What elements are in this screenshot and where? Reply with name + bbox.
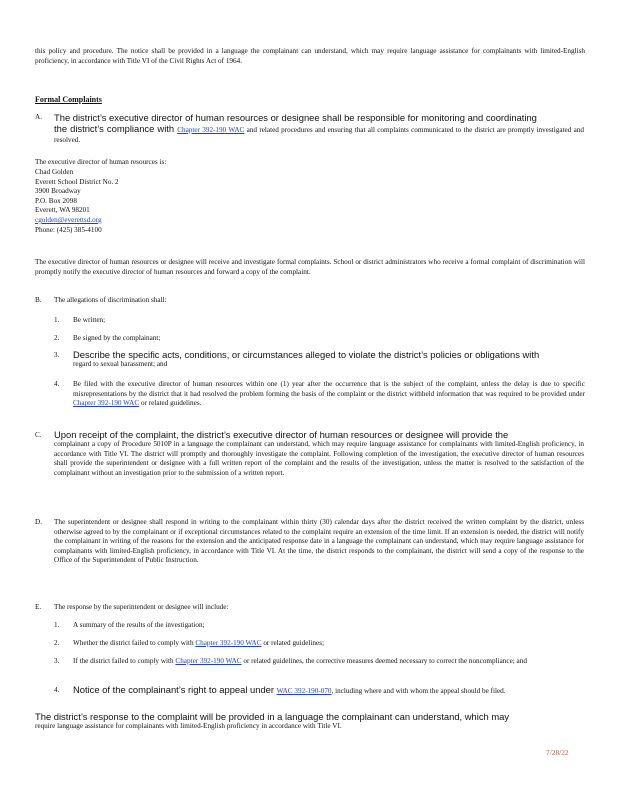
section-c-text-big: Upon receipt of the complaint, the district’s executive director of human resources or designee will provide the — [54, 429, 509, 440]
contact-intro: The executive director of human resources is: — [35, 158, 167, 166]
e-item-3-text — [73, 657, 585, 667]
section-e-intro: The response by the superintendent or designee will include: — [54, 603, 229, 611]
section-e-label: E. — [35, 603, 42, 611]
contact-pobox: P.O. Box 2098 — [35, 196, 77, 205]
footer-date: 7/28/22 — [546, 748, 569, 757]
b-item-1-text: Be written; — [73, 316, 106, 324]
e-item-3-wac-link[interactable]: Chapter 392-190 WAC — [175, 657, 242, 665]
e-item-4-text-big: Notice of the complainant’s right to appeal under — [73, 684, 277, 695]
section-a-paragraph: The executive director of human resources or designee will receive and investigate formal complaints. School or district administrators who receive a formal complaint of discrimination will promptly notify the executive director of human resources and forward a copy of the complaint. — [35, 258, 585, 276]
b-item-4-text-start: Be filed with the executive director of human resources within one (1) year after the occurrence that is the subject of the complaint, unless the delay is due to specific misrepresentations by the district that it had resolved the problem forming the basis of the complaint or the district withheld information that was required to be provided under — [73, 380, 585, 398]
e-item-2-num: 2. — [54, 639, 60, 647]
section-a-line2-end: and related procedures and ensuring that all complaints communicated to the district are promptly investigated and resolved. — [54, 126, 584, 144]
chapter-392-190-wac-link[interactable]: Chapter 392-190 WAC — [177, 126, 245, 134]
section-c-text: complainant a copy of Procedure 5010P in a language the complainant can understand, which may require language assistance for complainants with limited-English proficiency, in accordance with Title VI. The district will promptly and thoroughly investigate the complaint. Following completion of the investigation, the executive director of human resources shall provide the superintendent or designee with a full written report of the complaint and the results of the investigation, unless the matter is resolved to the satisfaction of the complainant without an investigation prior to the submission of a written report. — [54, 440, 584, 477]
e-item-2-text-end: or related guidelines; — [261, 639, 324, 647]
contact-name: Chad Golden — [35, 168, 74, 176]
b-item-2-num: 2. — [54, 334, 60, 342]
e-item-4-text — [73, 684, 585, 697]
contact-email-link[interactable]: cgolden@everettsd.org — [35, 215, 102, 224]
b-item-3-text-big: Describe the specific acts, conditions, or circumstances alleged to violate the district’s policies or obligations with — [73, 349, 540, 360]
section-heading: Formal Complaints — [35, 95, 102, 104]
b-item-4-text — [73, 380, 585, 409]
b-item-4-wac-link[interactable]: Chapter 392-190 WAC — [73, 399, 140, 408]
closing-text-big: The district’s response to the complaint will be provided in a language the complainant can understand, which may — [35, 711, 510, 722]
section-a-label: A. — [35, 113, 42, 121]
b-item-2-text: Be signed by the complainant; — [73, 334, 161, 342]
e-item-2-text-start: Whether the district failed to comply with — [73, 639, 196, 647]
b-item-3-text: regard to sexual harassment; and — [73, 360, 168, 368]
b-item-4-text-end: or related guidelines. — [139, 399, 202, 408]
contact-city: Everett, WA 98201 — [35, 206, 90, 215]
e-item-1-num: 1. — [54, 621, 60, 629]
section-a-line1: The district’s executive director of human resources or designee shall be responsible for monitoring and coordinating — [54, 112, 537, 123]
section-a-line2-start: the district’s compliance with — [54, 123, 178, 134]
b-item-1-num: 1. — [54, 316, 60, 324]
contact-phone: Phone: (425) 385-4100 — [35, 225, 102, 234]
contact-street: 3900 Broadway — [35, 187, 81, 196]
e-item-2-wac-link[interactable]: Chapter 392-190 WAC — [195, 639, 262, 647]
b-item-3-num: 3. — [54, 351, 60, 359]
contact-block — [35, 168, 119, 235]
section-b-intro: The allegations of discrimination shall: — [54, 296, 167, 304]
e-item-4-num: 4. — [54, 686, 60, 694]
e-item-3-text-start: If the district failed to comply with — [73, 657, 176, 665]
contact-org: Everett School District No. 2 — [35, 177, 119, 186]
e-item-3-num: 3. — [54, 657, 60, 665]
e-item-3-text-end: or related guidelines, the corrective measures deemed necessary to correct the noncompliance; and — [241, 657, 527, 665]
section-b-label: B. — [35, 296, 42, 304]
section-c-label: C. — [35, 431, 42, 439]
b-item-4-num: 4. — [54, 380, 60, 388]
section-d-text: The superintendent or designee shall respond in writing to the complainant within thirty (30) calendar days after the district received the written complaint by the district, unless otherwise agreed to by the complainant or if exceptional circumstances related to the complaint require an extension of the time limit. If an extension is needed, the district will notify the complainant in writing of the reasons for the extension and the anticipated response date in a language the complainant can understand, which may require language assistance for complainants with limited-English proficiency, in accordance with Title VI. At the time, the district responds to the complainant, the district will send a copy of the response to the Office of the Superintendent of Public Instruction. — [54, 518, 584, 565]
e-item-2-text — [73, 639, 585, 649]
closing-text: require language assistance for complainants with limited-English proficiency in accordance with Title VI. — [35, 722, 342, 730]
e-item-1-text: A summary of the results of the investigation; — [73, 621, 205, 629]
section-a-line2 — [54, 123, 584, 145]
wac-392-190-070-link[interactable]: WAC 392-190-070 — [276, 687, 332, 695]
intro-paragraph: this policy and procedure. The notice shall be provided in a language the complainant can understand, which may require language assistance for complainants with limited-English proficiency, in accordance with Title VI of the Civil Rights Act of 1964. — [35, 47, 585, 65]
section-d-label: D. — [35, 518, 42, 526]
e-item-4-text-end: , including where and with whom the appeal should be filed. — [331, 687, 506, 695]
